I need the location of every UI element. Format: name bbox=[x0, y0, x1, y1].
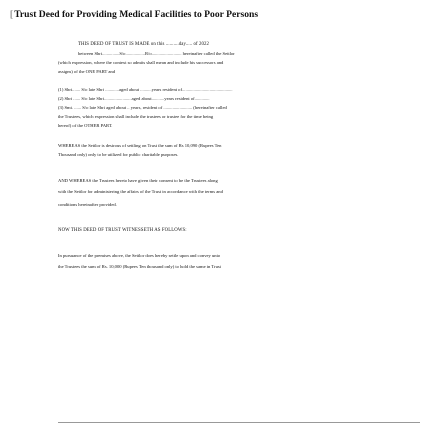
settlor-expression-line: (which expression, where the context so admits shall mean and include his successors and bbox=[58, 60, 224, 65]
and-whereas-line-1: AND WHEREAS the Trustees hereto have given their consent to be the Trustees along bbox=[58, 178, 218, 183]
trustees-part-line: hereof) of the OTHER PART. bbox=[58, 123, 113, 128]
pursuance-line-2: the Trustees the sum of Rs. 10,000 (Rupees Ten thousand only) to hold the same in Trust bbox=[58, 264, 221, 269]
whereas-line-2: Thousand only) only to be utilized for public charitable purposes. bbox=[58, 152, 179, 157]
witnesseth-heading: NOW THIS DEED OF TRUST WITNESSETH AS FOLLOWS: bbox=[58, 228, 187, 233]
pursuance-line-1: In pursuance of the premises above, the Settlor does hereby settle upon and convey unto bbox=[58, 253, 221, 258]
document-title-text: Trust Deed for Providing Medical Facilities to Poor Persons bbox=[14, 9, 259, 20]
trustees-expression-line: the Trustees, which expression shall include the trustees or trustee for the time being bbox=[58, 114, 214, 119]
settlor-part-line: assigns) of the ONE PART and bbox=[58, 69, 116, 74]
and-whereas-line-2: with the Settlor for administering the affairs of the Trust in accordance with the terms and bbox=[58, 189, 223, 194]
document-title bbox=[10, 9, 422, 20]
whereas-line-1: WHEREAS the Settlor is desirous of settling on Trust the sum of Rs 10,090 (Rupees Ten bbox=[58, 143, 222, 148]
settlor-line: between Shri...............S/o.................R/o.......................... hereinafter called the Settlor bbox=[78, 51, 235, 56]
deed-opening-line: THIS DEED OF TRUST IS MADE on this ..........day..... of 2022 bbox=[78, 42, 209, 47]
trustee-1-line: (1) Shri....... S/o late Shri ............aged about ..........years resident of............................................ bbox=[58, 87, 233, 92]
trustee-3-line: (3) Smt. ...... S/o late Shri aged about .. years, resident of ......................... (hereinafter called bbox=[58, 105, 227, 110]
and-whereas-line-3: conditions hereinafter provided. bbox=[58, 202, 117, 207]
title-bracket: [ bbox=[10, 9, 14, 20]
trustee-2-line: (2) Shri ...... S/o late Shri........................aged about...........years resident of............. bbox=[58, 96, 210, 101]
page-divider bbox=[58, 422, 420, 423]
